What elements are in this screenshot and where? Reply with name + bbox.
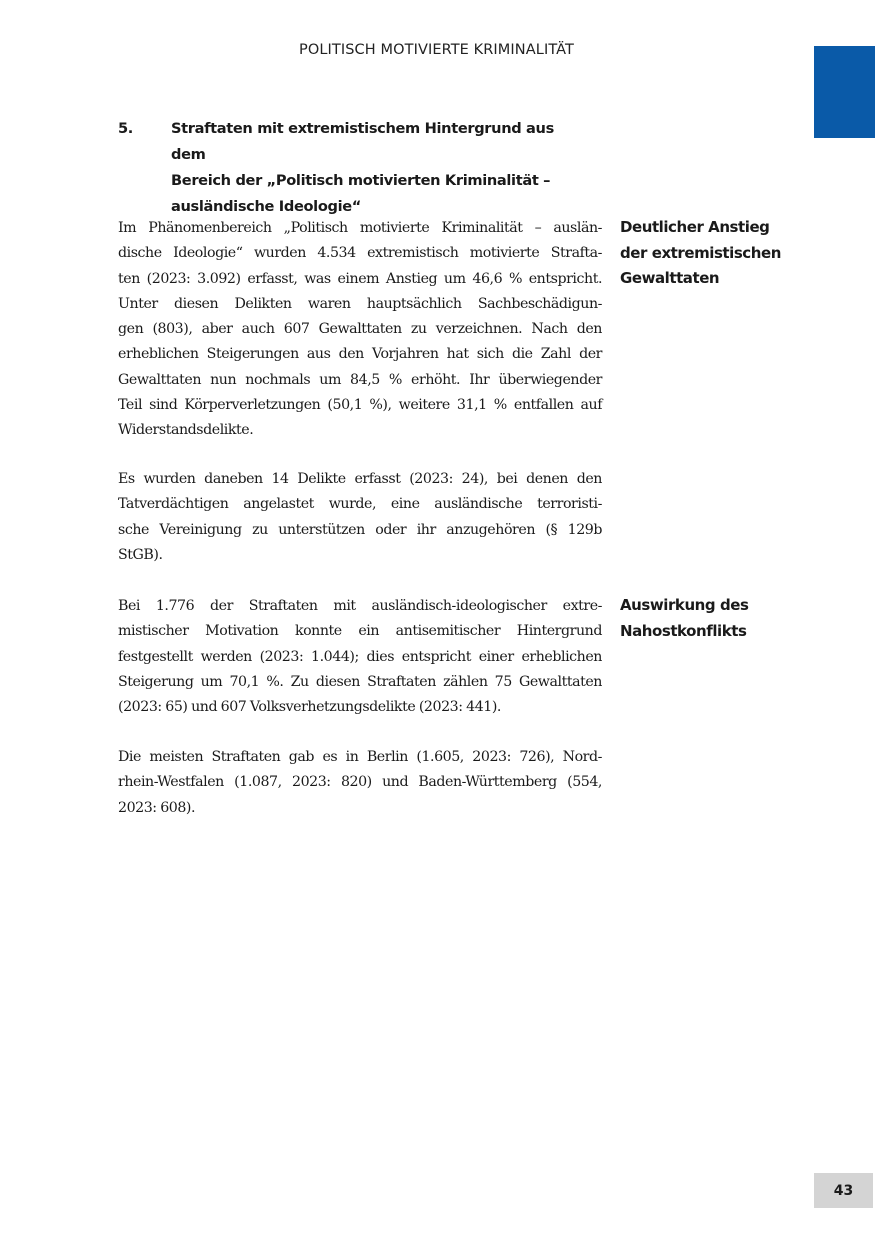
text-line: Es wurden daneben 14 Delikte erfasst (2023: 24), bei denen den	[118, 471, 602, 487]
page-number-label: 43	[833, 1182, 854, 1199]
margin-note-line: Gewalttaten	[620, 269, 720, 287]
text-line: sche Vereinigung zu unterstützen oder ihr anzugehören (§ 129b	[118, 521, 602, 538]
section-number: 5.	[118, 120, 133, 137]
text-line: (2023: 65) und 607 Volksverhetzungsdelikte (2023: 441).	[118, 699, 501, 716]
text-line: Teil sind Körperverletzungen (50,1 %), weitere 31,1 % entfallen auf	[118, 397, 602, 414]
margin-note-line: Nahostkonflikts	[620, 621, 747, 640]
margin-note-line: Deutlicher Anstieg	[620, 218, 770, 236]
paragraph-violent-crime-increase	[118, 216, 602, 444]
text-line: Widerstandsdelikte.	[118, 422, 254, 439]
text-line: mistischer Motivation konnte ein antisemitischer Hintergrund	[118, 623, 602, 640]
text-line: Die meisten Straftaten gab es in Berlin (1.605, 2023: 726), Nord-	[118, 749, 602, 765]
section-title-line: Straftaten mit extremistischem Hintergrund aus dem	[171, 120, 554, 163]
paragraph-antisemitic-background	[118, 594, 602, 720]
text-line: Tatverdächtigen angelastet wurde, eine ausländische terroristi-	[118, 496, 602, 513]
text-line: rhein-Westfalen (1.087, 2023: 820) und Baden-Württemberg (554,	[118, 774, 602, 791]
paragraph-states-distribution	[118, 745, 602, 821]
text-line: festgestellt werden (2023: 1.044); dies entspricht einer erheblichen	[118, 648, 602, 665]
text-line: Im Phänomenbereich „Politisch motivierte Kriminalität – auslän-	[118, 220, 602, 236]
page-number	[814, 1173, 873, 1208]
paragraph-terrorist-organization	[118, 467, 602, 568]
chapter-tab-marker	[814, 46, 875, 138]
text-line: 2023: 608).	[118, 799, 196, 816]
text-line: Bei 1.776 der Straftaten mit ausländisch-ideologischer extre-	[118, 598, 602, 614]
text-line: Unter diesen Delikten waren hauptsächlich Sachbeschädigun-	[118, 295, 602, 312]
text-line: ten (2023: 3.092) erfasst, was einem Anstieg um 46,6 % entspricht.	[118, 270, 602, 287]
section-title-line: ausländische Ideologie“	[171, 198, 362, 215]
text-line: dische Ideologie“ wurden 4.534 extremistisch motivierte Strafta-	[118, 245, 602, 262]
text-line: erheblichen Steigerungen aus den Vorjahren hat sich die Zahl der	[118, 346, 602, 363]
margin-note-line: der extremistischen	[620, 243, 781, 262]
margin-note-line: Auswirkung des	[620, 596, 749, 614]
section-heading	[118, 116, 588, 220]
text-line: gen (803), aber auch 607 Gewalttaten zu verzeichnen. Nach den	[118, 321, 602, 338]
margin-note-violent-crime	[620, 215, 800, 292]
text-line: Gewalttaten nun nochmals um 84,5 % erhöht. Ihr überwiegender	[118, 371, 602, 388]
text-line: Steigerung um 70,1 %. Zu diesen Straftaten zählen 75 Gewalttaten	[118, 673, 602, 690]
section-title-line: Bereich der „Politisch motivierten Kriminalität –	[171, 172, 551, 189]
text-line: StGB).	[118, 546, 163, 563]
running-header: POLITISCH MOTIVIERTE KRIMINALITÄT	[299, 42, 574, 58]
margin-note-middle-east-conflict	[620, 593, 800, 644]
